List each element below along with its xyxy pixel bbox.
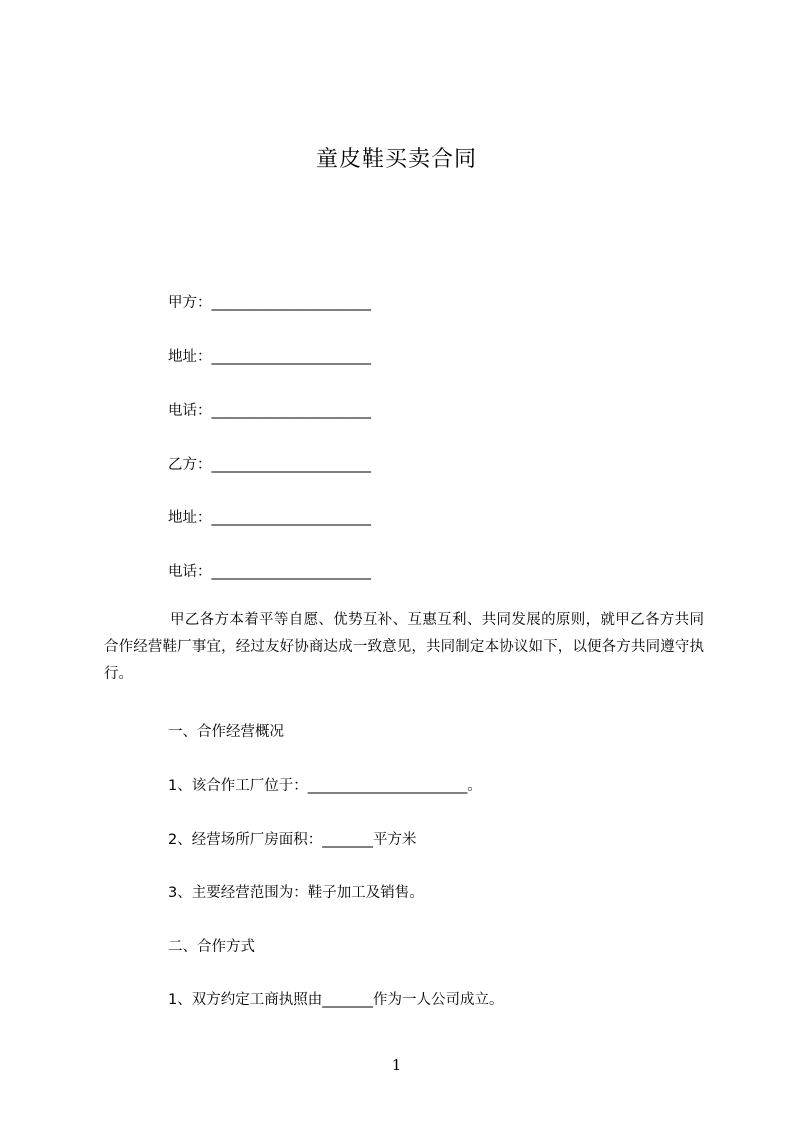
party-a-address-line: 地址：______________________ <box>168 349 371 365</box>
clause-1-2: 2、经营场所厂房面积：_______平方米 <box>168 832 417 848</box>
clause-2-1: 1、双方约定工商执照由_______作为一人公司成立。 <box>168 992 504 1008</box>
party-a-phone-line: 电话：______________________ <box>168 403 371 419</box>
party-a-line: 甲方：______________________ <box>168 295 371 311</box>
party-b-address-line: 地址：______________________ <box>168 510 371 526</box>
section-1-heading: 一、合作经营概况 <box>168 724 284 740</box>
clause-1-3: 3、主要经营范围为：鞋子加工及销售。 <box>168 885 424 901</box>
party-b-phone-line: 电话：______________________ <box>168 564 371 580</box>
preamble-paragraph: 甲乙各方本着平等自愿、优势互补、互惠互利、共同发展的原则，就甲乙各方共同合作经营鞋厂事宜，经过友好协商达成一致意见，共同制定本协议如下，以便各方共同遵守执行。 <box>104 612 704 682</box>
section-2-heading: 二、合作方式 <box>168 939 255 955</box>
page-number: 1 <box>391 1056 402 1074</box>
party-b-line: 乙方：______________________ <box>168 457 371 473</box>
document-title: 童皮鞋买卖合同 <box>315 147 477 172</box>
clause-1-1: 1、该合作工厂位于：______________________。 <box>168 778 482 794</box>
